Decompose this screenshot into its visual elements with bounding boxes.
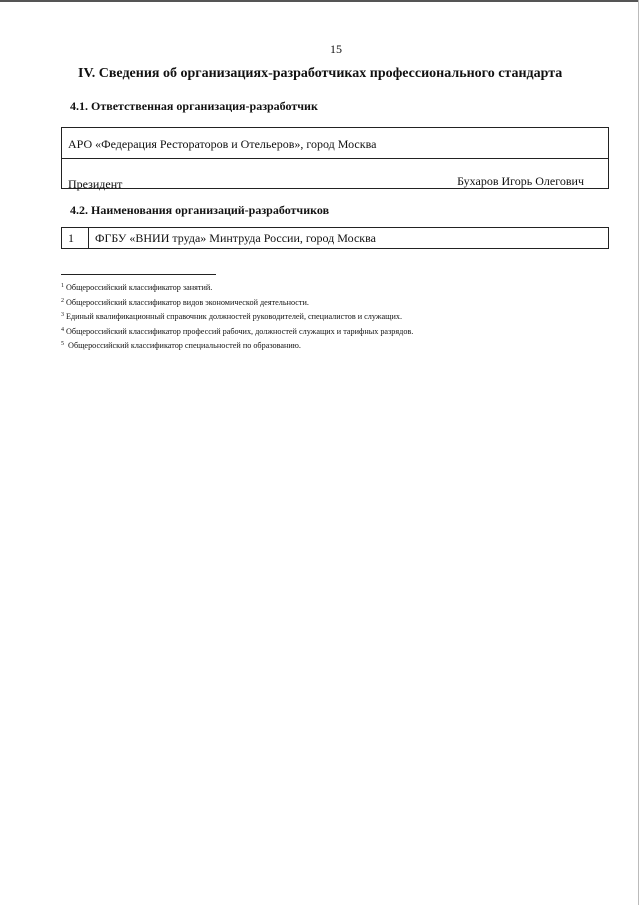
footnote-1	[61, 280, 413, 295]
footnotes	[61, 280, 413, 353]
responsible-org-heading: 4.1. Ответственная организация-разработчик	[70, 99, 318, 113]
footnote-mark: 4	[61, 326, 64, 333]
section-title: IV. Сведения об организациях-разработчиках профессионального стандарта	[78, 66, 563, 81]
footnote-text: Общероссийский классификатор занятий.	[66, 283, 213, 292]
footnote-text: Общероссийский классификатор профессий рабочих, должностей служащих и тарифных разрядов.	[66, 326, 414, 336]
footnote-2	[61, 295, 413, 310]
developer-orgs-heading: 4.2. Наименования организаций-разработчиков	[70, 203, 330, 217]
footnote-text: Единый квалификационный справочник должностей руководителей, специалистов и служащих.	[66, 312, 402, 321]
page-number: 15	[330, 42, 342, 56]
footnote-mark: 5	[61, 341, 64, 347]
developer-org-name: ФГБУ «ВНИИ труда» Минтруда России, город Москва	[95, 231, 376, 245]
footnote-mark: 2	[61, 297, 64, 304]
footnote-mark: 1	[61, 283, 64, 289]
responsible-person-name: Бухаров Игорь Олегович	[457, 174, 584, 188]
org-box-divider	[62, 158, 608, 159]
footnote-5	[61, 338, 413, 353]
right-edge-rule	[638, 0, 639, 905]
footnote-text: Общероссийский классификатор видов экономической деятельности.	[66, 297, 309, 307]
footnote-mark: 3	[61, 312, 64, 318]
row-number: 1	[62, 228, 89, 248]
developer-orgs-table	[61, 227, 609, 249]
top-edge-rule	[0, 0, 638, 2]
footnote-separator	[61, 274, 216, 275]
footnote-3	[61, 309, 413, 324]
responsible-person-position: Президент	[68, 177, 123, 191]
footnote-4	[61, 324, 413, 339]
footnote-text: Общероссийский классификатор специальностей по образованию.	[66, 341, 301, 350]
responsible-org-name: АРО «Федерация Рестораторов и Отельеров», город Москва	[68, 137, 377, 151]
responsible-org-box	[61, 127, 609, 189]
